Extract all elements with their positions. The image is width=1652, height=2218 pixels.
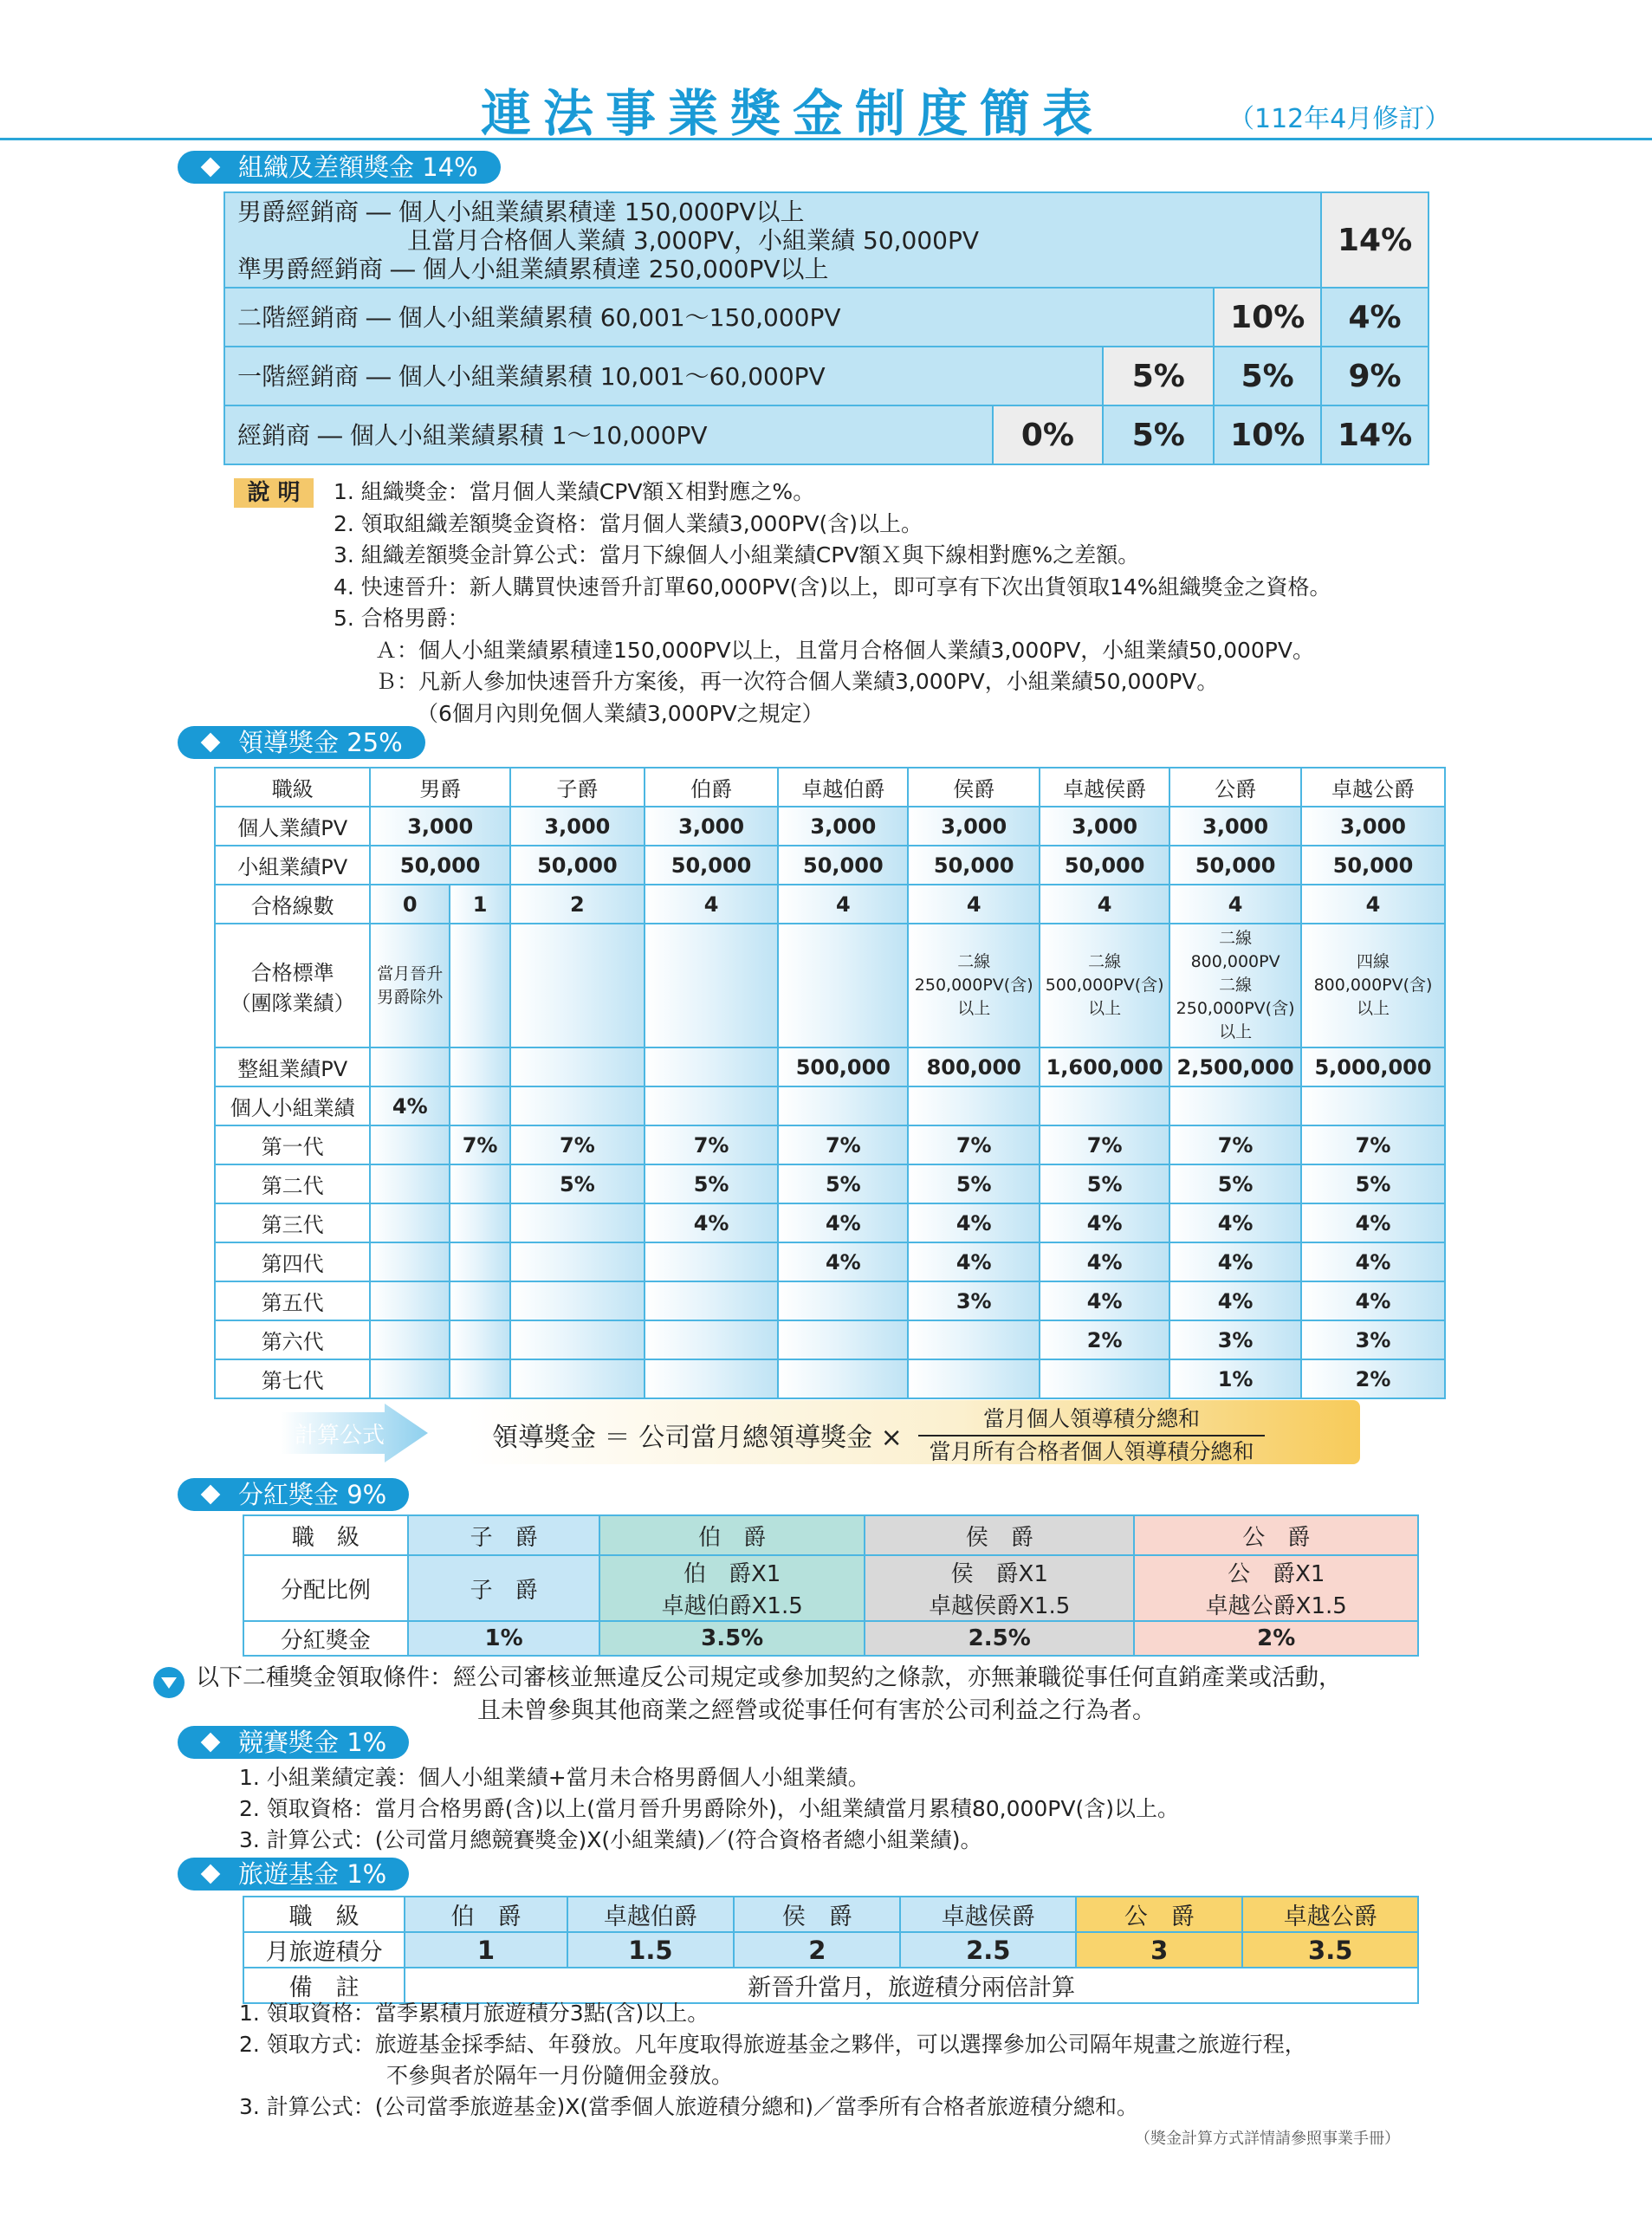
lead-cell: [450, 1242, 510, 1281]
lead-row-label: 個人小組業績: [215, 1086, 370, 1125]
lead-row-label: [215, 924, 370, 1047]
org-pct: 4%: [1321, 288, 1428, 347]
lead-cell: 4: [1040, 885, 1169, 924]
lead-cell: 4%: [1301, 1281, 1445, 1320]
travel-head: 公 爵: [1076, 1897, 1242, 1932]
lead-cell: [450, 1359, 510, 1398]
lead-cell: 4: [778, 885, 908, 924]
note-line: 1. 組織獎金：當月個人業績CPV額Ｘ相對應之%。: [334, 479, 815, 504]
lead-cell: [1169, 1086, 1301, 1125]
lead-cell: 4%: [778, 1203, 908, 1242]
div-ratio: 公 爵X1: [1228, 1561, 1325, 1587]
lead-cell: 50,000: [645, 846, 779, 885]
lead-row-label: 第六代: [215, 1320, 370, 1359]
lead-cell: [450, 1320, 510, 1359]
lead-cell: [370, 1281, 450, 1320]
div-cell: [599, 1555, 865, 1621]
travel-cell: 3: [1076, 1932, 1242, 1968]
standard-label: （團隊業績）: [230, 990, 355, 1015]
div-row-label: 分紅獎金: [243, 1621, 408, 1656]
lead-head-cell: 卓越公爵: [1301, 768, 1445, 807]
div-head: 公 爵: [1134, 1515, 1418, 1555]
condition-line: 且未曾參與其他商業之經營或從事任何有害於公司利益之行為者。: [477, 1697, 1156, 1724]
div-cell: 2.5%: [865, 1621, 1135, 1656]
org-pct: 5%: [1214, 347, 1321, 405]
org-row-distributor: 經銷商 ― 個人小組業績累積 1～10,000PV: [224, 405, 993, 464]
lead-cell: 4%: [1169, 1242, 1301, 1281]
lead-cell: [370, 1125, 450, 1164]
lead-cell: [778, 924, 908, 1047]
org-pct: 10%: [1214, 405, 1321, 464]
lead-cell: [908, 924, 1040, 1047]
div-ratio: 侯 爵X1: [950, 1561, 1048, 1587]
leader-bonus-table: [214, 767, 1446, 1399]
travel-head: 卓越伯爵: [567, 1897, 734, 1932]
lead-cell: 7%: [645, 1125, 779, 1164]
standard-text: 二線: [1219, 929, 1253, 948]
lead-cell: 7%: [908, 1125, 1040, 1164]
travel-head: 伯 爵: [405, 1897, 567, 1932]
contest-line: 3. 計算公式：(公司當月總競賽獎金)X(小組業績)／(符合資格者總小組業績)。: [239, 1827, 982, 1852]
lead-cell: 0: [370, 885, 450, 924]
lead-row-label: 第三代: [215, 1203, 370, 1242]
lead-cell: [510, 1242, 645, 1281]
lead-cell: [510, 1047, 645, 1086]
lead-cell: 4%: [1040, 1242, 1169, 1281]
travel-line: 2. 領取方式：旅遊基金採季結、年發放。凡年度取得旅遊基金之夥伴，可以選擇參加公司隔年規畫之旅遊行程，: [239, 2032, 1306, 2057]
travel-notes: [239, 1998, 1306, 2123]
formula-left: 領導獎金 ＝ 公司當月總領導獎金 ×: [492, 1423, 903, 1453]
lead-cell: 4: [1301, 885, 1445, 924]
travel-table: [243, 1896, 1419, 2004]
lead-cell: 4%: [370, 1086, 450, 1125]
lead-cell: [645, 1086, 779, 1125]
lead-cell: 3,000: [510, 807, 645, 846]
lead-cell: [778, 1281, 908, 1320]
travel-cell: 2: [734, 1932, 900, 1968]
lead-cell: [778, 1359, 908, 1398]
formula-arrow-label: 計算公式: [295, 1423, 385, 1449]
lead-cell: [645, 1281, 779, 1320]
dividend-table: [243, 1514, 1419, 1657]
lead-cell: 7%: [510, 1125, 645, 1164]
standard-text: 800,000PV: [1190, 952, 1280, 971]
lead-cell: 4%: [908, 1203, 1040, 1242]
page-title: 連法事業獎金制度簡表: [481, 84, 1105, 143]
travel-head: 卓越侯爵: [900, 1897, 1076, 1932]
lead-cell: [1040, 924, 1169, 1047]
div-ratio: 伯 爵X1: [683, 1561, 781, 1587]
lead-cell: 50,000: [778, 846, 908, 885]
travel-remark: 新晉升當月，旅遊積分兩倍計算: [405, 1968, 1418, 2003]
lead-cell: 2%: [1040, 1320, 1169, 1359]
standard-text: 500,000PV(含): [1045, 976, 1164, 995]
lead-cell: 4%: [1301, 1242, 1445, 1281]
lead-cell: 4%: [1169, 1203, 1301, 1242]
lead-cell: 50,000: [1169, 846, 1301, 885]
travel-row-label: 備 註: [243, 1968, 405, 2003]
lead-cell: 3,000: [645, 807, 779, 846]
standard-label: 合格標準: [250, 960, 334, 985]
lead-row-label: 第五代: [215, 1281, 370, 1320]
org-row-baron: [224, 192, 1321, 288]
lead-cell: 4%: [908, 1242, 1040, 1281]
travel-head-label: 職 級: [243, 1897, 405, 1932]
lead-head-cell: 子爵: [510, 768, 645, 807]
org-bonus-table: [224, 191, 1429, 465]
note-line: （6個月內則免個人業績3,000PV之規定）: [417, 700, 824, 726]
lead-cell: [370, 1047, 450, 1086]
contest-notes: [239, 1762, 1179, 1856]
lead-cell: 1: [450, 885, 510, 924]
lead-cell: 500,000: [778, 1047, 908, 1086]
org-row-level1: 一階經銷商 ― 個人小組業績累積 10,001～60,000PV: [224, 347, 1103, 405]
lead-cell: 5%: [778, 1164, 908, 1203]
lead-cell: [1040, 1359, 1169, 1398]
revision-note: （112年4月修訂）: [1228, 104, 1451, 134]
lead-cell: 3%: [1301, 1320, 1445, 1359]
standard-text: 以上: [1357, 999, 1390, 1018]
travel-cell: 1.5: [567, 1932, 734, 1968]
lead-row-label: 個人業績PV: [215, 807, 370, 846]
lead-cell: 1,600,000: [1040, 1047, 1169, 1086]
lead-cell: 50,000: [908, 846, 1040, 885]
div-cell: [865, 1555, 1135, 1621]
lead-row-label: 整組業績PV: [215, 1047, 370, 1086]
lead-row-label: 小組業績PV: [215, 846, 370, 885]
org-pct: 10%: [1214, 288, 1321, 347]
lead-cell: [370, 1320, 450, 1359]
standard-text: 二線: [1088, 952, 1122, 971]
lead-cell: 3%: [908, 1281, 1040, 1320]
div-cell: 3.5%: [599, 1621, 865, 1656]
org-pct: 14%: [1321, 405, 1428, 464]
org-notes: [334, 477, 1331, 730]
lead-head-cell: 伯爵: [645, 768, 779, 807]
div-head: 子 爵: [408, 1515, 600, 1555]
travel-head: 卓越公爵: [1242, 1897, 1418, 1932]
lead-cell: [908, 1359, 1040, 1398]
lead-cell: [1040, 1086, 1169, 1125]
lead-cell: 2,500,000: [1169, 1047, 1301, 1086]
standard-text: 250,000PV(含): [914, 976, 1033, 995]
travel-cell: 2.5: [900, 1932, 1076, 1968]
lead-cell: 4%: [1040, 1281, 1169, 1320]
lead-cell: [645, 1320, 779, 1359]
lead-cell: [1301, 1086, 1445, 1125]
div-row-label: 分配比例: [243, 1555, 408, 1621]
lead-cell: 5%: [1301, 1164, 1445, 1203]
section-dividend-bonus: 分紅獎金 9%: [178, 1478, 409, 1511]
lead-cell: [778, 1320, 908, 1359]
lead-cell: 4: [645, 885, 779, 924]
lead-cell: 3%: [1169, 1320, 1301, 1359]
lead-cell: 7%: [778, 1125, 908, 1164]
org-row-level2: 二階經銷商 ― 個人小組業績累積 60,001～150,000PV: [224, 288, 1214, 347]
standard-text: 以上: [1088, 999, 1122, 1018]
note-line: 5. 合格男爵：: [334, 606, 470, 631]
lead-cell: [370, 1359, 450, 1398]
lead-cell: [778, 1086, 908, 1125]
lead-cell: [450, 1164, 510, 1203]
lead-cell: [510, 1281, 645, 1320]
lead-cell: 4%: [1301, 1203, 1445, 1242]
lead-cell: [645, 1359, 779, 1398]
note-line: 3. 組織差額獎金計算公式：當月下線個人小組業績CPV額Ｘ與下線相對應%之差額。: [334, 542, 1140, 567]
lead-cell: [510, 1203, 645, 1242]
lead-row-label: 第一代: [215, 1125, 370, 1164]
lead-cell: 4: [908, 885, 1040, 924]
lead-cell: 7%: [450, 1125, 510, 1164]
lead-cell: 4: [1169, 885, 1301, 924]
note-line: Ａ：個人小組業績累積達150,000PV以上，且當月合格個人業績3,000PV，小組業績50,000PV。: [375, 637, 1314, 663]
lead-cell: [645, 924, 779, 1047]
lead-cell: 50,000: [1040, 846, 1169, 885]
lead-cell: 3,000: [1040, 807, 1169, 846]
div-head: 侯 爵: [865, 1515, 1135, 1555]
lead-cell: 800,000: [908, 1047, 1040, 1086]
lead-head-cell: 卓越侯爵: [1040, 768, 1169, 807]
lead-row-label: 第四代: [215, 1242, 370, 1281]
lead-cell: [450, 924, 510, 1047]
lead-cell: 4%: [1040, 1203, 1169, 1242]
lead-cell: 3,000: [1301, 807, 1445, 846]
lead-cell: 5%: [510, 1164, 645, 1203]
standard-text: 以上: [957, 999, 991, 1018]
lead-cell: 5%: [1169, 1164, 1301, 1203]
div-cell: 子 爵: [408, 1555, 600, 1621]
standard-text: 二線: [957, 952, 991, 971]
lead-cell: [1169, 924, 1301, 1047]
lead-row-label: 第二代: [215, 1164, 370, 1203]
div-head: 伯 爵: [599, 1515, 865, 1555]
standard-text: 800,000PV(含): [1313, 976, 1433, 995]
standard-text: 250,000PV(含): [1176, 999, 1295, 1018]
lead-cell: [908, 1086, 1040, 1125]
lead-cell: [645, 1047, 779, 1086]
formula-denominator: 當月所有合格者個人領導積分總和: [929, 1439, 1254, 1464]
lead-cell: 7%: [1301, 1125, 1445, 1164]
travel-row-label: 月旅遊積分: [243, 1932, 405, 1968]
div-cell: 2%: [1134, 1621, 1418, 1656]
lead-cell: [450, 1047, 510, 1086]
lead-cell: [450, 1203, 510, 1242]
lead-row-label: 合格線數: [215, 885, 370, 924]
org-pct: 0%: [993, 405, 1104, 464]
org-pct: 9%: [1321, 347, 1428, 405]
div-cell: [1134, 1555, 1418, 1621]
chevron-down-icon: [153, 1667, 185, 1698]
formula-numerator: 當月個人領導積分總和: [918, 1402, 1265, 1437]
bonus-conditions: [196, 1662, 1342, 1728]
travel-cell: 3.5: [1242, 1932, 1418, 1968]
notes-tag: 說 明: [234, 478, 314, 508]
lead-cell: 7%: [1169, 1125, 1301, 1164]
lead-cell: [510, 1320, 645, 1359]
lead-cell: [370, 924, 450, 1047]
note-line: Ｂ：凡新人參加快速晉升方案後，再一次符合個人業績3,000PV，小組業績50,000PV。: [375, 669, 1219, 694]
lead-cell: 3,000: [908, 807, 1040, 846]
org-row-baron-line: 且當月合格個人業績 3,000PV，小組業績 50,000PV: [237, 225, 980, 255]
div-ratio: 卓越伯爵X1.5: [661, 1593, 803, 1619]
lead-cell: 5,000,000: [1301, 1047, 1445, 1086]
lead-cell: 7%: [1040, 1125, 1169, 1164]
lead-cell: 1%: [1169, 1359, 1301, 1398]
lead-cell: [450, 1086, 510, 1125]
org-row-baron-line: 男爵經銷商 ― 個人小組業績累積達 150,000PV以上: [237, 197, 805, 226]
lead-cell: 50,000: [370, 846, 510, 885]
org-pct: 14%: [1321, 192, 1428, 288]
lead-cell: 3,000: [370, 807, 510, 846]
standard-text: 男爵除外: [377, 987, 444, 1007]
footer-note: （獎金計算方式詳情請參照事業手冊）: [1135, 2130, 1400, 2148]
section-leader-bonus: 領導獎金 25%: [178, 726, 425, 759]
lead-cell: 2%: [1301, 1359, 1445, 1398]
lead-cell: [370, 1164, 450, 1203]
lead-cell: [510, 1359, 645, 1398]
contest-line: 2. 領取資格：當月合格男爵(含)以上(當月晉升男爵除外)，小組業績當月累積80,000PV(含)以上。: [239, 1796, 1179, 1821]
lead-cell: [450, 1281, 510, 1320]
org-row-baron-line: 準男爵經銷商 ― 個人小組業績累積達 250,000PV以上: [237, 254, 829, 283]
lead-cell: 3,000: [1169, 807, 1301, 846]
lead-head-cell: 卓越伯爵: [778, 768, 908, 807]
standard-text: 以上: [1219, 1022, 1253, 1041]
lead-row-label: 第七代: [215, 1359, 370, 1398]
lead-head-cell: 侯爵: [908, 768, 1040, 807]
lead-cell: 3,000: [778, 807, 908, 846]
section-travel-fund: 旅遊基金 1%: [178, 1858, 409, 1890]
org-pct: 5%: [1103, 405, 1214, 464]
lead-cell: [510, 1086, 645, 1125]
lead-cell: [370, 1242, 450, 1281]
standard-text: 四線: [1357, 952, 1390, 971]
lead-cell: [645, 1242, 779, 1281]
lead-cell: [908, 1320, 1040, 1359]
lead-cell: 5%: [908, 1164, 1040, 1203]
lead-head-cell: 公爵: [1169, 768, 1301, 807]
div-head-label: 職 級: [243, 1515, 408, 1555]
lead-cell: 5%: [1040, 1164, 1169, 1203]
lead-head-cell: 男爵: [370, 768, 510, 807]
org-pct: 5%: [1103, 347, 1214, 405]
div-cell: 1%: [408, 1621, 600, 1656]
lead-head-cell: 職級: [215, 768, 370, 807]
travel-line: 不參與者於隔年一月份隨佣金發放。: [386, 2063, 734, 2088]
lead-cell: 2: [510, 885, 645, 924]
note-line: 2. 領取組織差額獎金資格：當月個人業績3,000PV(含)以上。: [334, 510, 923, 536]
travel-cell: 1: [405, 1932, 567, 1968]
travel-head: 侯 爵: [734, 1897, 900, 1932]
lead-cell: 4%: [1169, 1281, 1301, 1320]
div-ratio: 卓越侯爵X1.5: [929, 1593, 1071, 1619]
travel-line: 1. 領取資格：當季累積月旅遊積分3點(含)以上。: [239, 2001, 709, 2026]
condition-line: 以下二種獎金領取條件：經公司審核並無違反公司規定或參加契約之條款，亦無兼職從事任何直銷產業或活動，: [196, 1664, 1342, 1691]
div-ratio: 卓越公爵X1.5: [1205, 1593, 1347, 1619]
section-contest-bonus: 競賽獎金 1%: [178, 1726, 409, 1759]
lead-cell: 5%: [645, 1164, 779, 1203]
section-org-bonus: 組織及差額獎金 14%: [178, 151, 501, 184]
standard-text: 二線: [1219, 976, 1253, 995]
lead-cell: 4%: [645, 1203, 779, 1242]
lead-cell: [1301, 924, 1445, 1047]
lead-cell: [510, 924, 645, 1047]
formula-arrow: [281, 1404, 428, 1462]
contest-line: 1. 小組業績定義：個人小組業績+當月未合格男爵個人小組業績。: [239, 1765, 870, 1790]
standard-text: 當月晉升: [377, 963, 444, 983]
travel-line: 3. 計算公式：(公司當季旅遊基金)X(當季個人旅遊積分總和)／當季所有合格者旅遊積分總和。: [239, 2094, 1138, 2119]
lead-cell: 50,000: [510, 846, 645, 885]
lead-cell: [370, 1203, 450, 1242]
page-header: [0, 61, 1652, 143]
note-line: 4. 快速晉升：新人購買快速晉升訂單60,000PV(含)以上，即可享有下次出貨領取14%組織獎金之資格。: [334, 574, 1331, 600]
lead-cell: 4%: [778, 1242, 908, 1281]
lead-cell: 50,000: [1301, 846, 1445, 885]
